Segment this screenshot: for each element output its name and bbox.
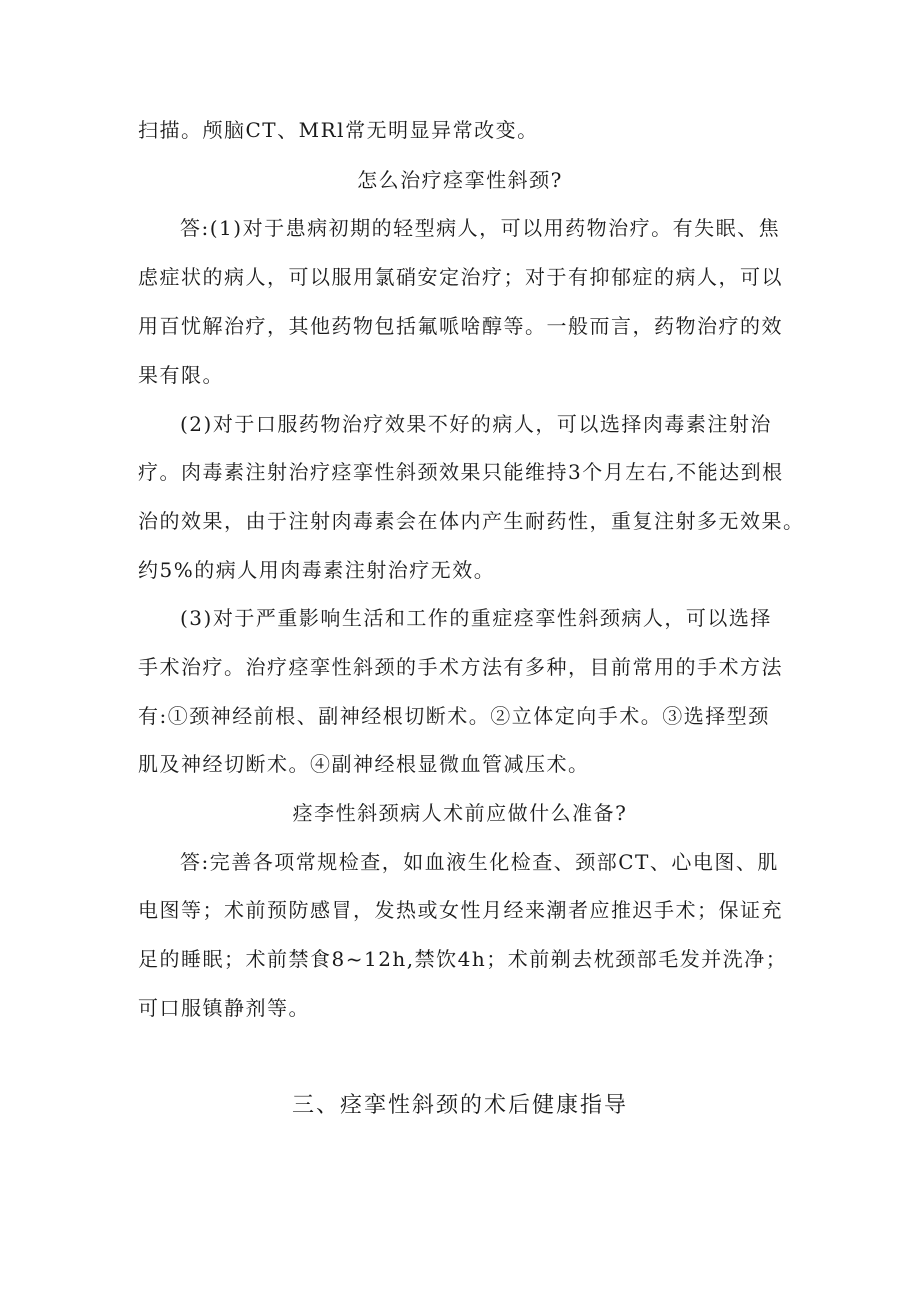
text-line: 肌及神经切断术。④副神经根显微血管减压术。 (138, 752, 590, 776)
text-line: 电图等；术前预防感冒，发热或女性月经来潮者应推迟手术；保证充 (138, 898, 783, 922)
question-heading: 痉李性斜颈病人术前应做什么准备? (292, 801, 628, 825)
text-line: 可口服镇静剂等。 (138, 996, 310, 1020)
text-line: 答:完善各项常规检查，如血液生化检查、颈部CT、心电图、肌 (180, 850, 779, 874)
text-line: 果有限。 (138, 363, 224, 387)
question-heading: 怎么治疗痉挛性斜颈? (357, 168, 563, 192)
text-line: 手术治疗。治疗痉挛性斜颈的手术方法有多种，目前常用的手术方法 (138, 655, 783, 679)
text-line: 扫描。颅脑CT、MRl常无明显异常改变。 (138, 118, 539, 142)
text-line: 治的效果，由于注射肉毒素会在体内产生耐药性，重复注射多无效果。 (138, 509, 805, 533)
text-line: 用百忧解治疗，其他药物包括氟哌啥醇等。一般而言，药物治疗的效 (138, 314, 783, 338)
text-line: 虑症状的病人，可以服用氯硝安定治疗；对于有抑郁症的病人，可以 (138, 265, 783, 289)
text-line: 答:(1)对于患病初期的轻型病人，可以用药物治疗。有失眠、焦 (180, 216, 781, 240)
text-line: 疗。肉毒素注射治疗痉挛性斜颈效果只能维持3个月左右,不能达到根 (138, 460, 784, 484)
text-line: (3)对于严重影响生活和工作的重症痉挛性斜颈病人，可以选择 (180, 606, 772, 630)
text-line: (2)对于口服药物治疗效果不好的病人，可以选择肉毒素注射治 (180, 412, 772, 436)
text-line: 有:①颈神经前根、副神经根切断术。②立体定向手术。③选择型颈 (138, 704, 770, 728)
text-line: 约5%的病人用肉毒素注射治疗无效。 (138, 558, 496, 582)
text-line: 足的睡眠；术前禁食8~12h,禁饮4h；术前剃去枕颈部毛发并洗净； (138, 947, 788, 971)
section-title: 三、痉挛性斜颈的术后健康指导 (291, 1093, 628, 1118)
